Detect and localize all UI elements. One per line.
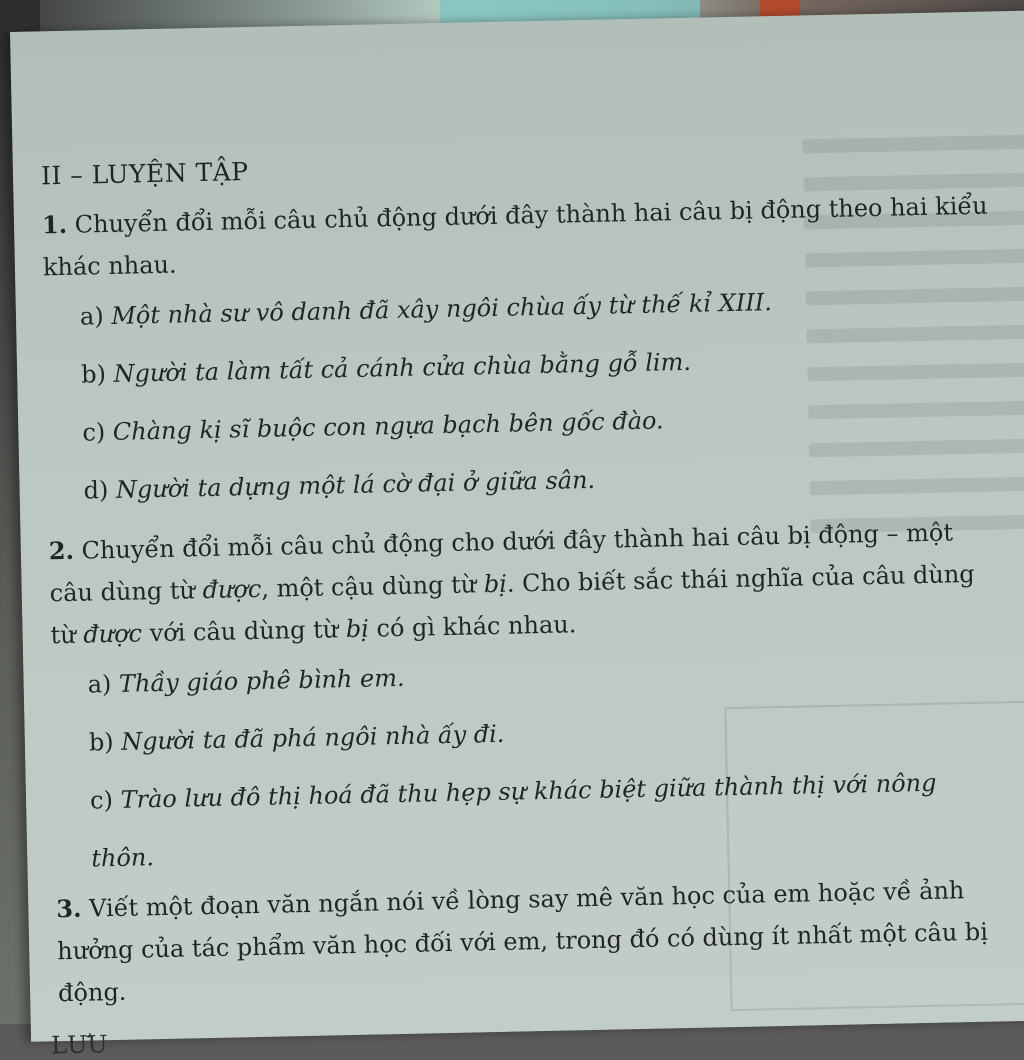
exercise-1-item-b: b) Người ta làm tất cả cánh cửa chùa bằng gỗ lim.	[80, 347, 692, 389]
next-section-fragment: LƯU	[50, 1030, 108, 1060]
exercise-1-number: 1.	[41, 209, 68, 240]
exercise-2-item-c: c) Trào lưu đô thị hoá đã thu hẹp sự khác biệt giữa thành thị với nông thôn.	[89, 768, 937, 873]
exercise-3-prompt	[56, 868, 1008, 1014]
exercise-1-item-a: a) Một nhà sư vô danh đã xây ngôi chùa ấy từ thế kỉ XIII.	[79, 288, 773, 331]
exercise-1-item-d: d) Người ta dựng một lá cờ đại ở giữa sân.	[83, 465, 596, 505]
exercise-1-item-c: c) Chàng kị sĩ buộc con ngựa bạch bên gốc đào.	[82, 406, 664, 447]
section-heading: II – LUYỆN TẬP	[40, 157, 249, 191]
exercise-2-item-b: b) Người ta đã phá ngôi nhà ấy đi.	[88, 719, 505, 757]
exercise-2-prompt: 2. Chuyển đổi mỗi câu chủ động cho dưới đây thành hai câu bị động – một câu dùng từ được, một cậu dùng từ bị. Cho biết sắc thái nghĩa của câu dùng từ được với câu dùng từ bị có gì khác nhau.	[48, 518, 975, 650]
book-page	[10, 10, 1024, 1060]
exercise-3-text: Viết một đoạn văn ngắn nói về lòng say mê văn học của em hoặc về ảnh hưởng của tác phẩm văn học đối với em, trong đó có dùng ít nhất một câu bị động.	[56, 876, 989, 1008]
exercise-2-number: 2.	[48, 535, 75, 566]
exercise-content	[41, 141, 1009, 1014]
exercise-1-text: Chuyển đổi mỗi câu chủ động dưới đây thành hai câu bị động theo hai kiểu khác nhau.	[42, 191, 988, 282]
exercise-3-number: 3.	[56, 893, 82, 924]
exercise-2-item-a: a) Thầy giáo phê bình em.	[87, 663, 405, 699]
